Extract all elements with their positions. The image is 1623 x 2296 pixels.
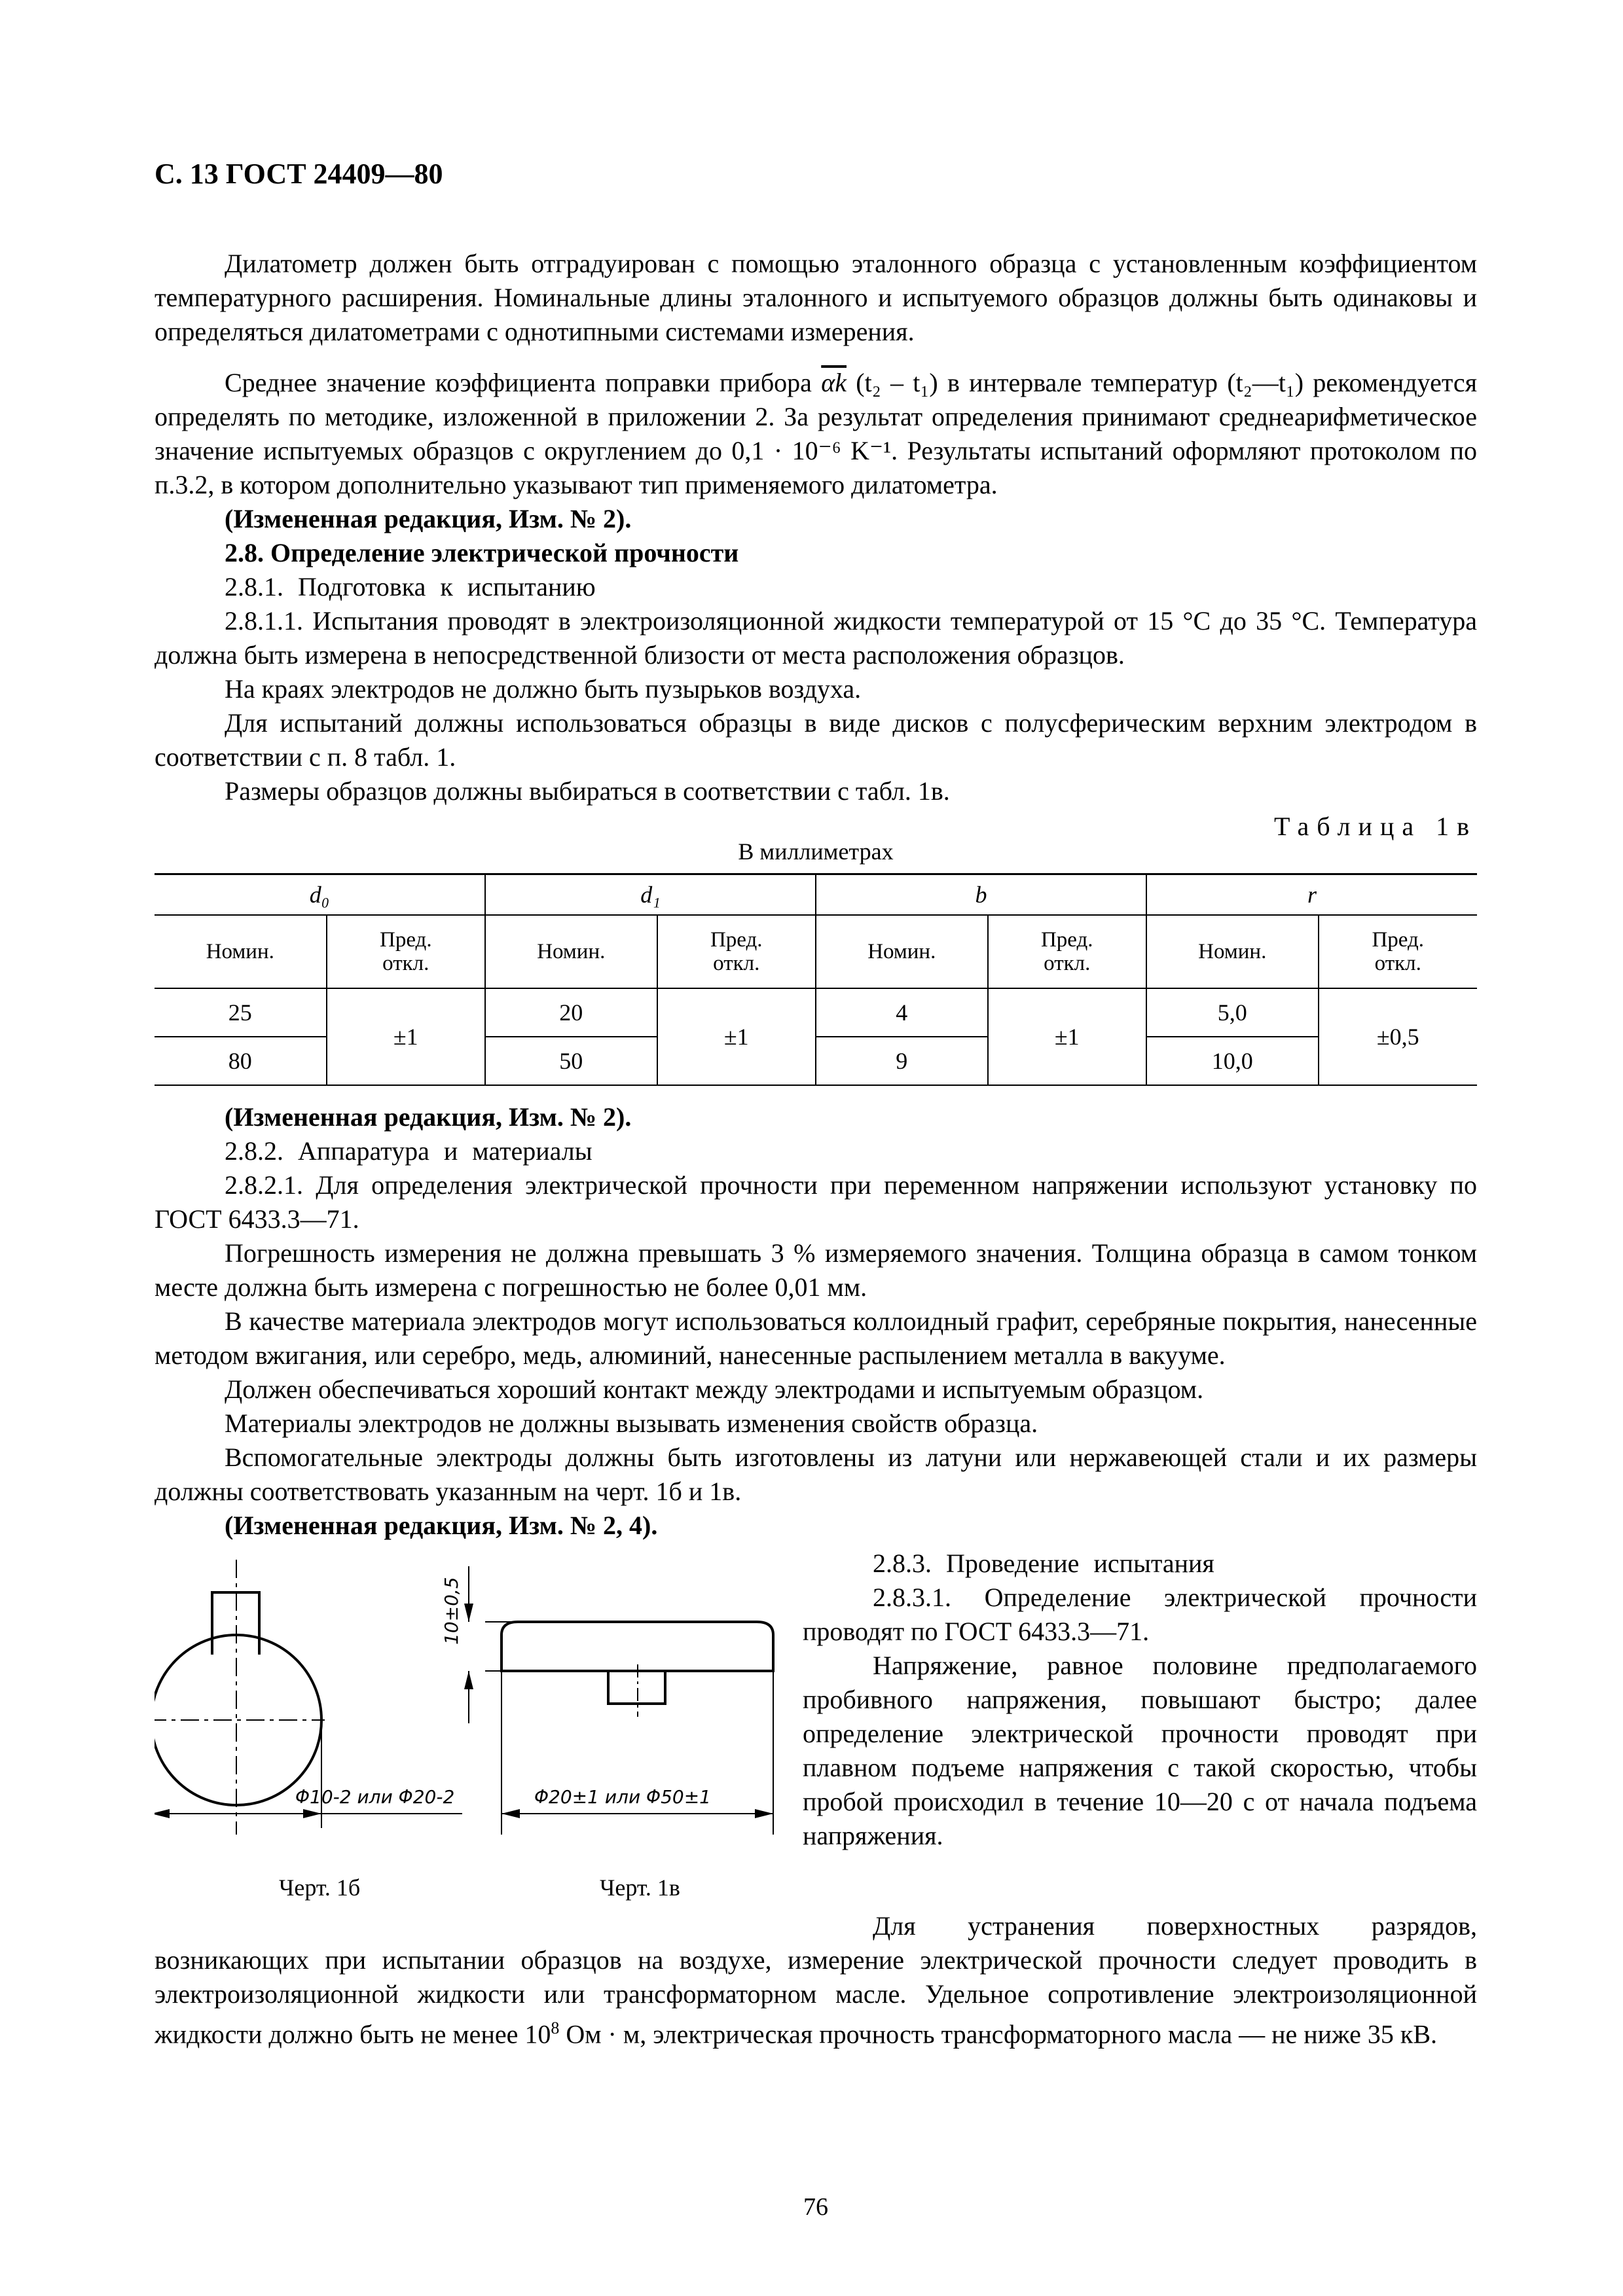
- header-r: r: [1146, 874, 1477, 916]
- exponent: 8: [551, 2018, 560, 2037]
- cell-d1: 50: [485, 1037, 657, 1085]
- electrode-drawings: [155, 1547, 803, 1913]
- table-unit: В миллиметрах: [738, 838, 894, 865]
- cell-d1-tol: ±1: [657, 988, 816, 1085]
- paragraph-correction: Среднее значение коэффициента поправки прибора $\overline{\alpha k}$ (t₂ – t₁) в интервале температур (t₂—t₁) рекомендуется определять по методике, изложенной в приложении 2. За результат определения принимают среднеарифметическое значение испытуемых образцов с округлением до 0,1 · 10⁻⁶ K⁻¹. Результаты испытаний оформляют протоколом по п.3.2, в котором дополнительно указывают тип применяемого дилатометра.: [155, 368, 1477, 499]
- cell-d0: 25: [155, 988, 327, 1037]
- section-2-8-2-title: 2.8.2. Аппаратура и материалы: [225, 1136, 593, 1166]
- figure-1c-dimension: Φ20±1 или Φ50±1: [534, 1786, 711, 1808]
- subheader-nom: Номин.: [485, 915, 657, 988]
- paragraph-error: Погрешность измерения не должна превышать 3 % измеряемого значения. Толщина образца в самом тонком месте должна быть измерена с погрешностью не более 0,01 мм.: [155, 1238, 1477, 1302]
- paragraph-final: Для устранения поверхностных разрядов, возникающих при испытании образцов на воздухе, измерение электрической прочности следует проводить в электроизоляционной жидкости или трансформаторном масле. Удельное сопротивление электроизоляционной жидкости должно быть не менее $10^8$ Ом · м, электрическая прочность трансформаторного масла — не ниже 35 кВ.: [155, 1911, 1477, 2049]
- edit-note-2: (Измененная редакция, Изм. № 2).: [225, 1102, 632, 1132]
- header-b: b: [816, 874, 1146, 916]
- paragraph-aux-electrodes: Вспомогательные электроды должны быть изготовлены из латуни или нержавеющей стали и их размеры должны соответствовать указанным на черт. 1б и 1в.: [155, 1443, 1477, 1506]
- cell-b: 9: [816, 1037, 988, 1085]
- alpha-k-symbol: $\overline{\alpha k}$: [821, 368, 847, 397]
- paragraph-no-change: Материалы электродов не должны вызывать изменения свойств образца.: [225, 1408, 1038, 1438]
- page-number: 76: [803, 2193, 828, 2221]
- figure-1c-caption: Черт. 1в: [600, 1874, 680, 1901]
- cell-d0: 80: [155, 1037, 327, 1085]
- paragraph-material: В качестве материала электродов могут использоваться коллоидный графит, серебряные покрытия, нанесенные методом вжигания, или серебро, медь, алюминий, нанесенные распылением металла в вакууме.: [155, 1306, 1477, 1370]
- subheader-tol: Пред. откл.: [1319, 915, 1477, 988]
- cell-b-tol: ±1: [988, 988, 1146, 1085]
- subheader-nom: Номин.: [1146, 915, 1319, 988]
- paragraph-2-8-3-1: 2.8.3.1. Определение электрической прочности проводят по ГОСТ 6433.3—71.: [803, 1583, 1477, 1646]
- section-2-8-title: 2.8. Определение электрической прочности: [225, 538, 739, 567]
- cell-d1: 20: [485, 988, 657, 1037]
- dimensions-table: [155, 873, 1477, 1086]
- paragraph-voltage: Напряжение, равное половине предполагаемого пробивного напряжения, повышают быстро; далее определение электрической прочности проводят при плавном подъеме напряжения с такой скоростью, чтобы пробой происходил в течение 10—20 с от начала подъема напряжения.: [803, 1651, 1477, 1850]
- figure-side-text: [803, 1547, 1477, 1853]
- cell-r: 10,0: [1146, 1037, 1319, 1085]
- page: [155, 157, 1477, 2221]
- table-row: [155, 988, 1477, 1037]
- cell-b: 4: [816, 988, 988, 1037]
- subheader-tol: Пред. откл.: [327, 915, 485, 988]
- figure-1c-height: 10±0,5: [441, 1577, 462, 1645]
- figure-1b-caption: Черт. 1б: [279, 1874, 361, 1901]
- page-header: С. 13 ГОСТ 24409—80: [155, 158, 443, 190]
- table-caption: Таблица 1в: [1274, 812, 1477, 841]
- subheader-tol: Пред. откл.: [988, 915, 1146, 988]
- edit-note-3: (Измененная редакция, Изм. № 2, 4).: [225, 1511, 658, 1540]
- paragraph-bubbles: На краях электродов не должно быть пузырьков воздуха.: [225, 674, 862, 704]
- paragraph-sizes: Размеры образцов должны выбираться в соответствии с табл. 1в.: [225, 776, 950, 806]
- cell-r: 5,0: [1146, 988, 1319, 1037]
- paragraph-dilatometer: Дилатометр должен быть отградуирован с помощью эталонного образца с установленным коэффициентом температурного расширения. Номинальные длины эталонного и испытуемого образцов должны быть одинаковы и определяться дилатометрами с однотипными системами измерения.: [155, 249, 1477, 346]
- subheader-nom: Номин.: [155, 915, 327, 988]
- paragraph-contact: Должен обеспечиваться хороший контакт между электродами и испытуемым образцом.: [225, 1374, 1204, 1404]
- paragraph-2-8-1-1: 2.8.1.1. Испытания проводят в электроизоляционной жидкости температурой от 15 °С до 35 °С. Температура должна быть измерена в непосредственной близости от места расположения образцов.: [155, 606, 1477, 670]
- cell-d0-tol: ±1: [327, 988, 485, 1085]
- header-d1: d₁: [485, 874, 816, 916]
- section-2-8-3-title: 2.8.3. Проведение испытания: [873, 1549, 1214, 1578]
- header-d0: d₀: [155, 874, 485, 916]
- paragraph-discs: Для испытаний должны использоваться образцы в виде дисков с полусферическим верхним электродом в соответствии с п. 8 табл. 1.: [155, 708, 1477, 772]
- subheader-tol: Пред. откл.: [657, 915, 816, 988]
- edit-note-1: (Измененная редакция, Изм. № 2).: [225, 504, 632, 533]
- paragraph-2-8-2-1: 2.8.2.1. Для определения электрической прочности при переменном напряжении используют установку по ГОСТ 6433.3—71.: [155, 1170, 1477, 1234]
- section-2-8-1-title: 2.8.1. Подготовка к испытанию: [225, 572, 596, 601]
- figure-row: [155, 1547, 1477, 1913]
- figure-1b-dimension: Φ10-2 или Φ20-2: [295, 1786, 455, 1808]
- subheader-nom: Номин.: [816, 915, 988, 988]
- figures: [155, 1547, 803, 1913]
- cell-r-tol: ±0,5: [1319, 988, 1477, 1085]
